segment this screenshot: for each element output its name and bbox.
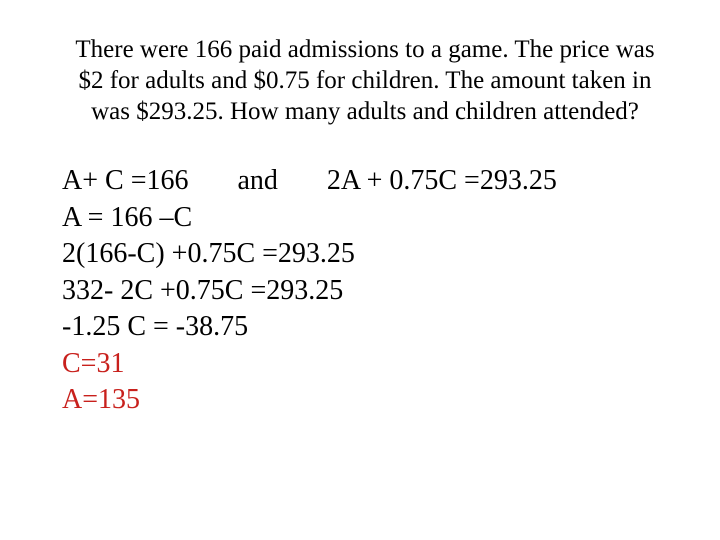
solution-steps: [62, 163, 557, 419]
expand-step: 332- 2C +0.75C =293.25: [62, 274, 344, 306]
solve-for-a: A = 166 –C: [62, 201, 193, 233]
problem-line-1: There were 166 paid admissions to a game. The price was: [75, 36, 655, 63]
equation-system: A+ C =166 and 2A + 0.75C =293.25: [62, 165, 557, 196]
answer-adults: A=135: [62, 384, 141, 415]
simplify-step: -1.25 C = -38.75: [62, 311, 249, 342]
problem-statement: [30, 34, 700, 127]
problem-line-2: $2 for adults and $0.75 for children. The amount taken in: [78, 67, 652, 94]
answer-children: C=31: [62, 347, 125, 379]
problem-line-3: was $293.25. How many adults and children attended?: [91, 98, 639, 125]
substitution-step: 2(166-C) +0.75C =293.25: [62, 238, 355, 269]
